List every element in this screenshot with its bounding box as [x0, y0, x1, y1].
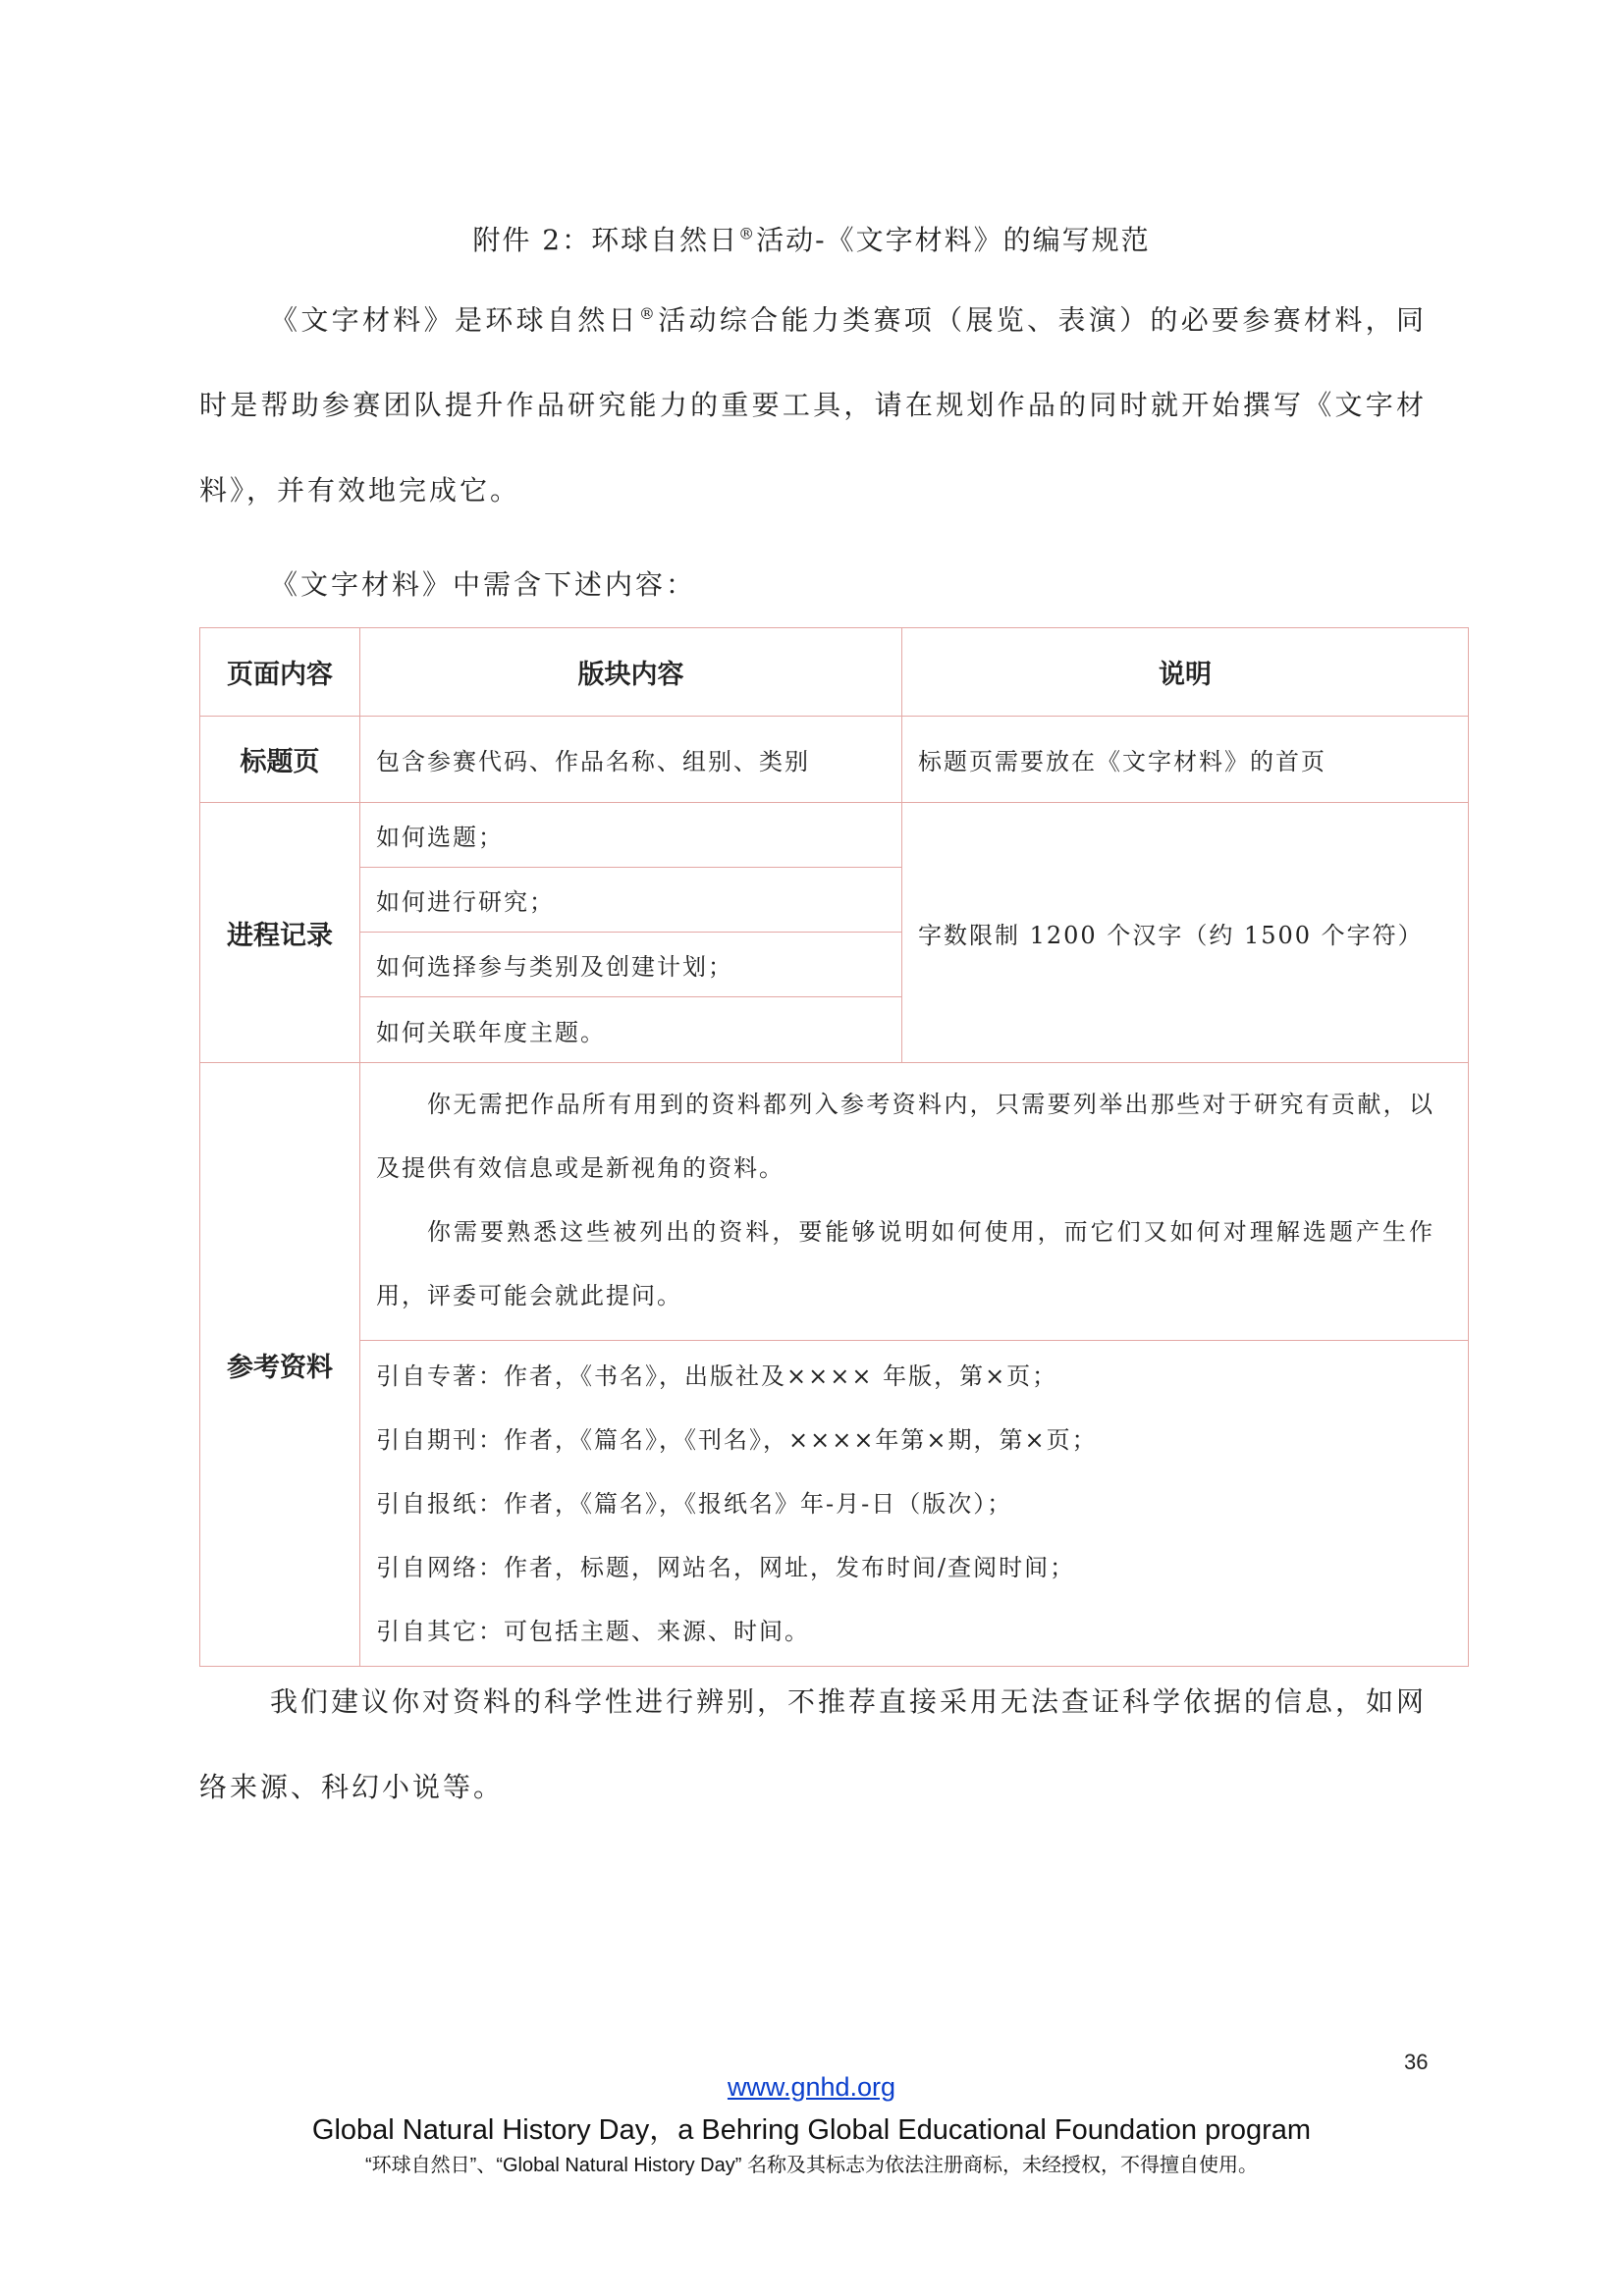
citation-format: 引自专著：作者，《书名》，出版社及×××× 年版，第×页； [376, 1362, 1058, 1390]
title-suffix: 活动-《文字材料》的编写规范 [756, 224, 1151, 256]
title-page-note: 标题页需要放在《文字材料》的首页 [902, 717, 1469, 803]
progress-note: 字数限制 1200 个汉字（约 1500 个字符） [902, 803, 1469, 1063]
progress-item: 如何进行研究； [360, 868, 902, 933]
table-row-progress [200, 803, 1469, 868]
citation-formats [360, 1341, 1469, 1667]
title-prefix: 附件 2：环球自然日 [472, 224, 739, 256]
header-notes: 说明 [902, 628, 1469, 717]
header-section-content: 版块内容 [360, 628, 902, 717]
header-page-content: 页面内容 [200, 628, 360, 717]
footer-link[interactable]: www.gnhd.org [727, 2072, 896, 2102]
intro-text-a: 《文字材料》是环球自然日 [270, 303, 639, 337]
citation-format: 引自其它：可包括主题、来源、时间。 [376, 1618, 810, 1645]
title-page-content: 包含参赛代码、作品名称、组别、类别 [360, 717, 902, 803]
progress-item: 如何选择参与类别及创建计划； [360, 933, 902, 997]
document-title [0, 219, 1623, 258]
citation-format: 引自报纸：作者，《篇名》，《报纸名》年-月-日（版次）； [376, 1490, 1013, 1518]
registered-mark: ® [738, 224, 757, 243]
row-label-progress: 进程记录 [200, 803, 360, 1063]
table-row-title-page [200, 717, 1469, 803]
registered-mark: ® [638, 304, 658, 323]
requirements-table [199, 627, 1469, 1667]
progress-item: 如何关联年度主题。 [360, 997, 902, 1063]
table-header-row [200, 628, 1469, 717]
intro-text-b: 活动综合能力类赛项（展览、表演）的必要参赛材料，同时是帮助参赛团队提升作品研究能力的重要工具，请在规划作品的同时就开始撰写《文字材料》，并有效地完成它。 [199, 303, 1427, 507]
references-guidance [360, 1063, 1469, 1341]
citation-format: 引自期刊：作者，《篇名》，《刊名》，××××年第×期，第×页； [376, 1426, 1098, 1454]
table-intro: 《文字材料》中需含下述内容： [270, 568, 697, 601]
references-paragraph: 你需要熟悉这些被列出的资料，要能够说明如何使用，而它们又如何对理解选题产生作用，评委可能会就此提问。 [376, 1218, 1434, 1309]
footer-trademark-note: “环球自然日”、“Global Natural History Day” 名称及其标志为依法注册商标，未经授权，不得擅自使用。 [365, 2155, 1258, 2176]
page-number: 36 [1404, 2050, 1429, 2074]
footer-org-line: Global Natural History Day，a Behring Global Educational Foundation program [311, 2114, 1312, 2146]
closing-paragraph: 我们建议你对资料的科学性进行辨别，不推荐直接采用无法查证科学依据的信息，如网络来源、科幻小说等。 [199, 1685, 1428, 1803]
table-row-citations [200, 1341, 1469, 1667]
table-row-references [200, 1063, 1469, 1341]
citation-format: 引自网络：作者，标题，网站名，网址，发布时间/查阅时间； [376, 1554, 1076, 1581]
progress-item: 如何选题； [360, 803, 902, 868]
intro-paragraph [199, 271, 1427, 533]
row-label-title-page: 标题页 [200, 717, 360, 803]
references-paragraph: 你无需把作品所有用到的资料都列入参考资料内，只需要列举出那些对于研究有贡献，以及提供有效信息或是新视角的资料。 [376, 1091, 1434, 1182]
row-label-references: 参考资料 [200, 1063, 360, 1667]
